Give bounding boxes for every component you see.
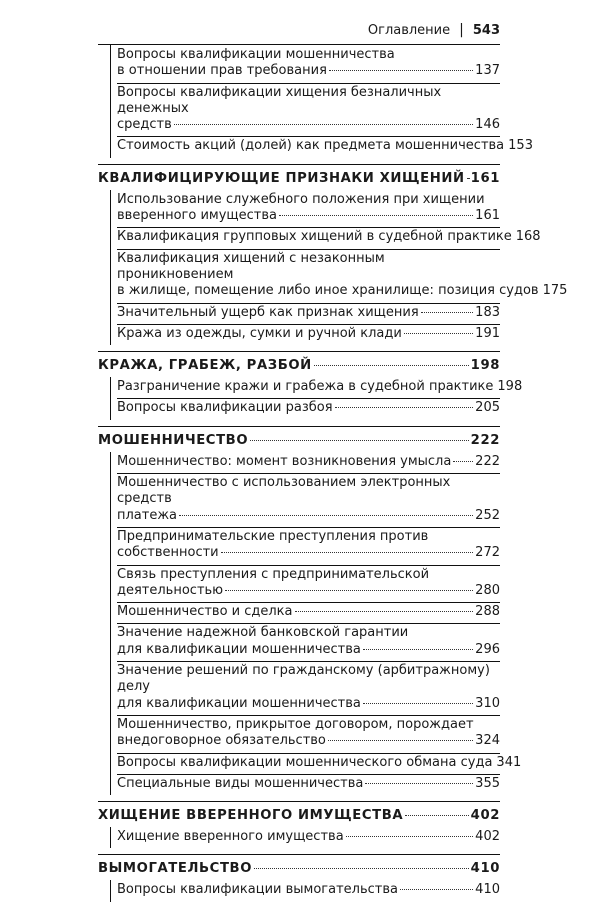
toc-entry-page: 324: [475, 733, 500, 749]
dot-leader: [421, 312, 473, 313]
toc-entry-text: для квалификации мошенничества: [117, 641, 361, 657]
toc-entry: [117, 304, 500, 325]
toc-entry-page: 252: [475, 507, 500, 523]
toc-entry-page: 137: [475, 63, 500, 79]
toc-entry: [117, 453, 500, 474]
toc-entry-text: Мошенничество: момент возникновения умысла: [117, 453, 452, 469]
toc-entry-leader-row: [117, 882, 500, 898]
section-entries: [110, 827, 500, 848]
toc-entry: [117, 474, 500, 528]
dot-leader: [279, 215, 473, 216]
dot-leader: [328, 740, 473, 741]
dot-leader: [225, 590, 473, 591]
running-header-page-number: 543: [472, 22, 500, 38]
dot-leader: [329, 70, 473, 71]
section-entries: [110, 377, 523, 420]
toc-section-heading: [98, 433, 500, 452]
toc-section-heading: [98, 171, 500, 190]
toc-entry-text: Квалификация хищений с незаконным проникновением: [117, 250, 385, 282]
toc-entry-leader-row: [117, 400, 500, 416]
toc-entry: [117, 716, 500, 754]
toc-entry-text: собственности: [117, 545, 219, 561]
section-title: ХИЩЕНИЕ ВВЕРЕННОГО ИМУЩЕСТВА: [98, 808, 404, 824]
toc-entry-page: 191: [475, 325, 500, 341]
toc-entry-leader-row: [117, 305, 500, 321]
toc-entry-leader-row: [117, 379, 523, 395]
toc-entry-leader-row: [117, 776, 500, 792]
section-entries: [110, 452, 522, 795]
section-page: 402: [470, 808, 500, 824]
toc-section: [98, 854, 500, 901]
section-title: ВЫМОГАТЕЛЬСТВО: [98, 861, 253, 877]
toc-section-heading: [98, 358, 500, 377]
toc-entry-leader-row: [117, 583, 500, 599]
toc-entry-page: 153: [508, 138, 533, 154]
toc-entry-text: Вопросы квалификации разбоя: [117, 400, 333, 416]
toc-entry: [117, 46, 500, 84]
toc-entry-leader-row: [117, 733, 500, 749]
toc-entry: [117, 228, 541, 249]
toc-entry-text: Вопросы квалификации мошеннического обмана суда: [117, 754, 493, 770]
toc-entry: [117, 378, 523, 399]
running-header-separator: |: [459, 22, 464, 38]
toc-entry-page: 280: [475, 582, 500, 598]
dot-leader: [453, 461, 473, 462]
toc-section: [98, 426, 522, 795]
section-title: КВАЛИФИЦИРУЮЩИЕ ПРИЗНАКИ ХИЩЕНИЙ: [98, 170, 465, 186]
section-page: 410: [470, 861, 500, 877]
toc-entry: [117, 528, 500, 566]
toc-entry-leader-row: [117, 829, 500, 845]
toc-entry-text: внедоговорное обязательство: [117, 733, 326, 749]
toc-entry-text: Кража из одежды, сумки и ручной клади: [117, 325, 402, 341]
toc-entry-text: Вопросы квалификации вымогательства: [117, 882, 398, 898]
toc-section-heading: [98, 808, 500, 827]
table-of-contents: [98, 44, 568, 902]
toc-section-heading: [98, 861, 500, 880]
toc-entry-page: 341: [496, 754, 522, 770]
toc-entry-text: Квалификация групповых хищений в судебной практике: [117, 229, 512, 245]
dot-leader: [335, 407, 474, 408]
section-page: 222: [470, 432, 500, 448]
toc-entry-text: Значительный ущерб как признак хищения: [117, 304, 419, 320]
toc-entry: [117, 624, 500, 662]
toc-entry-leader-row: [117, 138, 533, 154]
toc-entry-text: Мошенничество и сделка: [117, 604, 293, 620]
toc-entry-page: 288: [475, 604, 500, 620]
dot-leader: [250, 440, 469, 441]
toc-entry-text: Специальные виды мошенничества: [117, 775, 364, 791]
toc-entry-leader-row: [117, 229, 541, 245]
toc-section: [98, 801, 500, 848]
running-header-title: Оглавление: [367, 22, 451, 38]
dot-leader: [174, 124, 473, 125]
toc-entry-page: 310: [475, 695, 500, 711]
dot-leader: [365, 783, 473, 784]
toc-entry-leader-row: [117, 604, 500, 620]
toc-entry-leader-row: [117, 508, 500, 524]
toc-entry-text: Вопросы квалификации хищения безналичных денежных: [117, 84, 442, 116]
toc-entry-page: 146: [475, 117, 500, 133]
toc-entry: [117, 754, 522, 775]
toc-entry-text: Использование служебного положения при хищении: [117, 191, 485, 207]
toc-entry-text: Мошенничество с использованием электронных средств: [117, 475, 451, 507]
toc-entry: [117, 137, 533, 157]
toc-section: [98, 351, 523, 420]
dot-leader: [254, 868, 469, 869]
toc-entry-leader-row: [117, 454, 500, 470]
dot-leader: [400, 889, 473, 890]
toc-entry-page: 175: [542, 283, 568, 299]
toc-entry: [117, 191, 500, 229]
dot-leader: [314, 365, 469, 366]
toc-section: [98, 164, 568, 345]
toc-entry-text: Хищение вверенного имущества: [117, 829, 344, 845]
toc-entry-text: в жилище, помещение либо иное хранилище: позиция судов: [117, 283, 539, 299]
toc-entry-leader-row: [117, 63, 500, 79]
dot-leader: [221, 552, 474, 553]
toc-entry: [117, 250, 568, 304]
section-entries: [110, 880, 500, 901]
toc-entry-leader-row: [117, 754, 522, 771]
toc-entry-page: 410: [475, 882, 500, 898]
toc-entry: [117, 603, 500, 624]
toc-entry-leader-row: [117, 642, 500, 658]
top-continuation-block: [110, 45, 533, 158]
toc-entry-text: Значение надежной банковской гарантии: [117, 625, 409, 641]
toc-entry-text: Стоимость акций (долей) как предмета мошенничества: [117, 138, 505, 154]
toc-entry-page: 161: [475, 208, 500, 224]
toc-entry-leader-row: [117, 117, 500, 133]
toc-entry-text: Вопросы квалификации мошенничества: [117, 47, 395, 62]
toc-entry: [117, 566, 500, 604]
section-title: МОШЕННИЧЕСТВО: [98, 432, 249, 448]
toc-entry: [117, 828, 500, 848]
toc-entry-text: платежа: [117, 507, 178, 523]
toc-entry-page: 402: [475, 829, 500, 845]
toc-entry-text: Мошенничество, прикрытое договором, порождает: [117, 716, 474, 732]
dot-leader: [467, 178, 469, 179]
dot-leader: [346, 836, 474, 837]
toc-entry-text: в отношении прав требования: [117, 63, 327, 79]
toc-entry-page: 183: [475, 304, 500, 320]
toc-entry: [117, 775, 500, 795]
toc-entry-leader-row: [117, 545, 500, 561]
toc-entry-text: средств: [117, 117, 172, 133]
toc-entry-text: Значение решений по гражданскому (арбитражному) делу: [117, 663, 490, 695]
dot-leader: [363, 703, 473, 704]
toc-entry: [117, 325, 500, 345]
toc-entry: [117, 84, 500, 138]
toc-entry-page: 272: [475, 545, 500, 561]
dot-leader: [404, 333, 473, 334]
toc-entry-page: 355: [475, 775, 500, 791]
toc-entry-leader-row: [117, 326, 500, 342]
toc-entry-page: 222: [475, 453, 500, 469]
toc-entry-text: для квалификации мошенничества: [117, 695, 361, 711]
toc-entry-leader-row: [117, 283, 568, 299]
dot-leader: [295, 611, 474, 612]
toc-entry: [117, 881, 500, 901]
section-title: КРАЖА, ГРАБЕЖ, РАЗБОЙ: [98, 358, 312, 374]
toc-entry: [117, 399, 500, 419]
dot-leader: [363, 649, 473, 650]
section-entries: [110, 190, 568, 345]
toc-entry-leader-row: [117, 696, 500, 712]
dot-leader: [179, 515, 473, 516]
toc-entry-text: Предпринимательские преступления против: [117, 528, 429, 544]
toc-entry-page: 296: [475, 641, 500, 657]
toc-entry-text: Связь преступления с предпринимательской: [117, 566, 430, 582]
toc-entry-page: 205: [475, 400, 500, 416]
toc-entry-text: вверенного имущества: [117, 208, 277, 224]
toc-entry-page: 168: [515, 229, 541, 245]
toc-entry-leader-row: [117, 208, 500, 224]
section-page: 161: [470, 170, 500, 186]
toc-entry-text: деятельностью: [117, 582, 224, 598]
toc-entry-text: Разграничение кражи и грабежа в судебной практике: [117, 379, 494, 395]
dot-leader: [405, 815, 468, 816]
section-page: 198: [470, 358, 500, 374]
toc-entry: [117, 662, 500, 716]
toc-entry-page: 198: [497, 379, 523, 395]
running-header: [368, 22, 500, 38]
